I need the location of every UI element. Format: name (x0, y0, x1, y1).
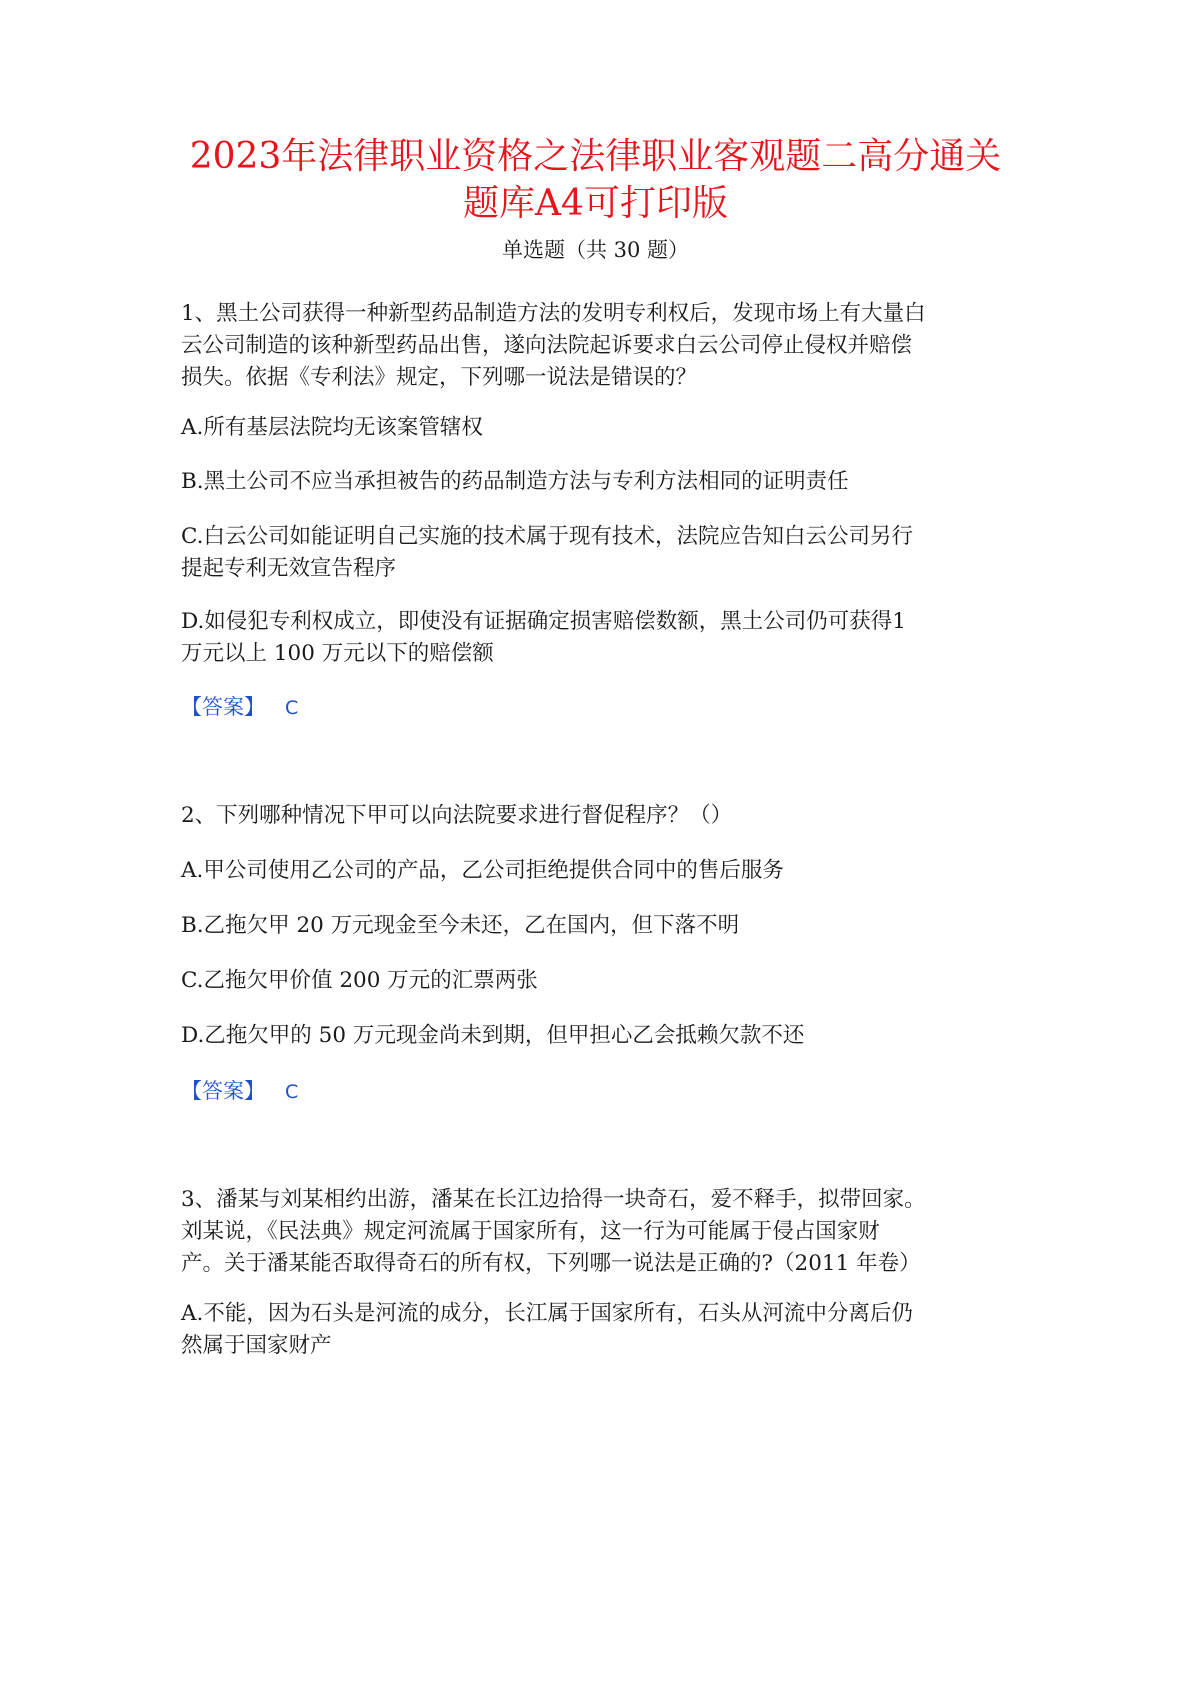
section-heading: 单选题（共 30 题） (501, 238, 690, 262)
question-3-stem-line-1: 3、潘某与刘某相约出游，潘某在长江边拾得一块奇石，爱不释手，拟带回家。 (181, 1187, 926, 1212)
question-3-option-a-line-2: 然属于国家财产 (181, 1333, 332, 1358)
document-title-line-2: 题库A4可打印版 (463, 183, 728, 224)
question-1-stem-line-3: 损失。依据《专利法》规定，下列哪一说法是错误的？ (181, 365, 698, 390)
question-3-option-a-line-1: A.不能，因为石头是河流的成分，长江属于国家所有，石头从河流中分离后仍 (181, 1301, 913, 1326)
question-1-option-b: B.黑土公司不应当承担被告的药品制造方法与专利方法相同的证明责任 (181, 469, 849, 494)
answer-label: 【答案】 (181, 695, 265, 719)
question-1-option-d-line-1: D.如侵犯专利权成立，即使没有证据确定损害赔偿数额，黑土公司仍可获得1 (181, 609, 906, 634)
answer-value: C (285, 697, 299, 719)
question-2-option-b: B.乙拖欠甲 20 万元现金至今未还，乙在国内，但下落不明 (181, 913, 740, 938)
question-2-answer (181, 1075, 298, 1108)
question-1-option-a: A.所有基层法院均无该案管辖权 (181, 415, 483, 440)
question-1-stem-line-1: 1、黑土公司获得一种新型药品制造方法的发明专利权后，发现市场上有大量白 (181, 301, 926, 326)
question-2-option-c: C.乙拖欠甲价值 200 万元的汇票两张 (181, 968, 538, 993)
question-1-answer (181, 691, 298, 724)
question-2-stem-line-1: 2、下列哪种情况下甲可以向法院要求进行督促程序？（） (181, 803, 733, 828)
question-3-stem-line-2: 刘某说，《民法典》规定河流属于国家所有，这一行为可能属于侵占国家财 (181, 1219, 880, 1244)
document-title-line-1: 2023年法律职业资格之法律职业客观题二高分通关 (189, 136, 1002, 177)
question-1-option-c-line-2: 提起专利无效宣告程序 (181, 556, 397, 581)
question-1-stem-line-2: 云公司制造的该种新型药品出售，遂向法院起诉要求白云公司停止侵权并赔偿 (181, 333, 913, 358)
question-1-option-c-line-1: C.白云公司如能证明自己实施的技术属于现有技术，法院应告知白云公司另行 (181, 524, 914, 549)
answer-value: C (285, 1081, 299, 1103)
question-2-option-a: A.甲公司使用乙公司的产品，乙公司拒绝提供合同中的售后服务 (181, 858, 784, 883)
question-1-option-d-line-2: 万元以上 100 万元以下的赔偿额 (181, 641, 494, 666)
answer-label: 【答案】 (181, 1079, 265, 1103)
question-3-stem-line-3: 产。关于潘某能否取得奇石的所有权，下列哪一说法是正确的?（2011 年卷） (181, 1251, 921, 1276)
question-2-option-d: D.乙拖欠甲的 50 万元现金尚未到期，但甲担心乙会抵赖欠款不还 (181, 1023, 805, 1048)
